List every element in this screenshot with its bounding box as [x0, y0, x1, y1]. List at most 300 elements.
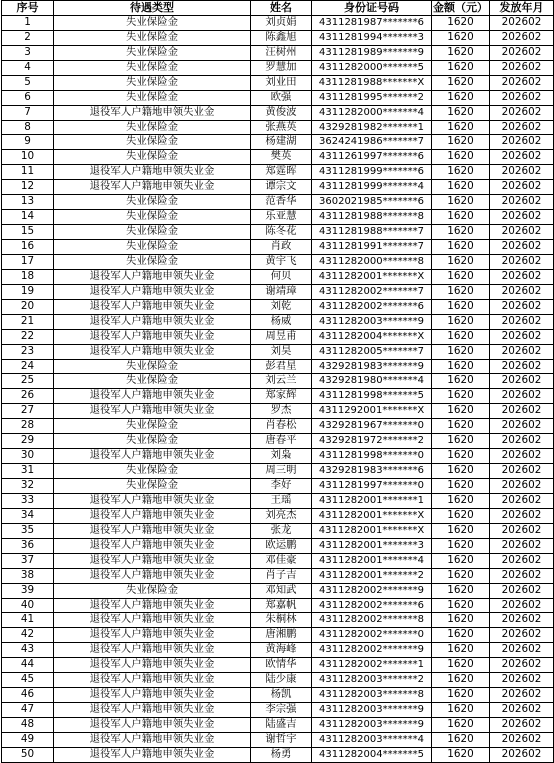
id-number-cell: 4311282002*******0 [312, 628, 432, 643]
pay-month-cell: 202602 [490, 60, 554, 75]
benefit-type-cell: 失业保险金 [54, 583, 251, 598]
name-cell: 邓佳豪 [251, 553, 312, 568]
amount-cell: 1620 [432, 210, 490, 225]
id-number-cell: 4311282000*******4 [312, 105, 432, 120]
amount-cell: 1620 [432, 45, 490, 60]
name-cell: 郑霆晖 [251, 165, 312, 180]
id-number-cell: 4311281987*******6 [312, 15, 432, 30]
id-number-cell: 4311282002*******9 [312, 583, 432, 598]
pay-month-cell: 202602 [490, 225, 554, 240]
name-cell: 周三明 [251, 464, 312, 479]
table-row [2, 523, 554, 538]
id-number-cell: 4311281989*******9 [312, 45, 432, 60]
id-number-cell: 4311282003*******9 [312, 718, 432, 733]
id-number-cell: 4311292001*******X [312, 404, 432, 419]
benefit-type-cell: 失业保险金 [54, 45, 251, 60]
amount-cell: 1620 [432, 673, 490, 688]
amount-cell: 1620 [432, 598, 490, 613]
serial-cell: 41 [2, 613, 54, 628]
table-row [2, 598, 554, 613]
pay-month-cell: 202602 [490, 359, 554, 374]
pay-month-cell: 202602 [490, 404, 554, 419]
amount-cell: 1620 [432, 30, 490, 45]
header-row [2, 1, 554, 16]
benefit-type-cell: 退役军人户籍地申领失业金 [54, 598, 251, 613]
name-cell: 王瑶 [251, 493, 312, 508]
benefit-type-cell: 退役军人户籍地申领失业金 [54, 329, 251, 344]
header-serial: 序号 [2, 1, 54, 16]
id-number-cell: 4311282002*******1 [312, 658, 432, 673]
amount-cell: 1620 [432, 240, 490, 255]
benefit-type-cell: 失业保险金 [54, 15, 251, 30]
pay-month-cell: 202602 [490, 284, 554, 299]
table-row [2, 464, 554, 479]
header-id-number: 身份证号码 [312, 1, 432, 16]
name-cell: 乐亚慧 [251, 210, 312, 225]
id-number-cell: 4311282003*******2 [312, 673, 432, 688]
id-number-cell: 4311281988*******7 [312, 225, 432, 240]
amount-cell: 1620 [432, 553, 490, 568]
pay-month-cell: 202602 [490, 329, 554, 344]
name-cell: 邓知武 [251, 583, 312, 598]
name-cell: 范香华 [251, 195, 312, 210]
pay-month-cell: 202602 [490, 210, 554, 225]
name-cell: 欧运鹏 [251, 538, 312, 553]
id-number-cell: 4329281982*******1 [312, 120, 432, 135]
benefit-type-cell: 退役军人户籍地申领失业金 [54, 628, 251, 643]
id-number-cell: 4311282002*******6 [312, 598, 432, 613]
table-row [2, 314, 554, 329]
amount-cell: 1620 [432, 60, 490, 75]
name-cell: 张龙 [251, 523, 312, 538]
amount-cell: 1620 [432, 389, 490, 404]
id-number-cell: 4311281988*******8 [312, 210, 432, 225]
serial-cell: 4 [2, 60, 54, 75]
serial-cell: 48 [2, 718, 54, 733]
benefit-type-cell: 失业保险金 [54, 434, 251, 449]
pay-month-cell: 202602 [490, 299, 554, 314]
amount-cell: 1620 [432, 75, 490, 90]
payment-table [1, 0, 554, 763]
table-row [2, 583, 554, 598]
name-cell: 李好 [251, 479, 312, 494]
id-number-cell: 4311282004*******X [312, 329, 432, 344]
name-cell: 陈鑫旭 [251, 30, 312, 45]
header-pay-month: 发放年月 [490, 1, 554, 16]
name-cell: 陆盛吉 [251, 718, 312, 733]
serial-cell: 7 [2, 105, 54, 120]
id-number-cell: 4311281999*******6 [312, 165, 432, 180]
table-row [2, 628, 554, 643]
benefit-type-cell: 失业保险金 [54, 374, 251, 389]
pay-month-cell: 202602 [490, 314, 554, 329]
pay-month-cell: 202602 [490, 747, 554, 762]
name-cell: 欧情华 [251, 658, 312, 673]
table-row [2, 568, 554, 583]
pay-month-cell: 202602 [490, 135, 554, 150]
benefit-type-cell: 失业保险金 [54, 135, 251, 150]
table-row [2, 493, 554, 508]
table-row [2, 553, 554, 568]
table-row [2, 165, 554, 180]
benefit-type-cell: 退役军人户籍地申领失业金 [54, 284, 251, 299]
benefit-type-cell: 失业保险金 [54, 60, 251, 75]
id-number-cell: 4311281997*******0 [312, 479, 432, 494]
table-row [2, 419, 554, 434]
serial-cell: 8 [2, 120, 54, 135]
serial-cell: 1 [2, 15, 54, 30]
pay-month-cell: 202602 [490, 434, 554, 449]
name-cell: 肖子吉 [251, 568, 312, 583]
serial-cell: 46 [2, 688, 54, 703]
name-cell: 李宗强 [251, 703, 312, 718]
amount-cell: 1620 [432, 105, 490, 120]
amount-cell: 1620 [432, 688, 490, 703]
benefit-type-cell: 退役军人户籍地申领失业金 [54, 747, 251, 762]
id-number-cell: 4329281983*******9 [312, 359, 432, 374]
id-number-cell: 4311282005*******7 [312, 344, 432, 359]
name-cell: 刘亮杰 [251, 508, 312, 523]
table-row [2, 60, 554, 75]
serial-cell: 28 [2, 419, 54, 434]
amount-cell: 1620 [432, 135, 490, 150]
benefit-type-cell: 失业保险金 [54, 419, 251, 434]
serial-cell: 38 [2, 568, 54, 583]
amount-cell: 1620 [432, 732, 490, 747]
benefit-type-cell: 退役军人户籍地申领失业金 [54, 688, 251, 703]
amount-cell: 1620 [432, 613, 490, 628]
name-cell: 郑嘉帆 [251, 598, 312, 613]
serial-cell: 14 [2, 210, 54, 225]
id-number-cell: 4311282003*******9 [312, 703, 432, 718]
table-row [2, 180, 554, 195]
pay-month-cell: 202602 [490, 508, 554, 523]
name-cell: 唐春平 [251, 434, 312, 449]
name-cell: 杨勇 [251, 747, 312, 762]
benefit-type-cell: 退役军人户籍地申领失业金 [54, 299, 251, 314]
table-row [2, 374, 554, 389]
pay-month-cell: 202602 [490, 269, 554, 284]
pay-month-cell: 202602 [490, 419, 554, 434]
benefit-type-cell: 退役军人户籍地申领失业金 [54, 449, 251, 464]
amount-cell: 1620 [432, 299, 490, 314]
pay-month-cell: 202602 [490, 449, 554, 464]
amount-cell: 1620 [432, 568, 490, 583]
table-row [2, 688, 554, 703]
table-row [2, 75, 554, 90]
name-cell: 陆少康 [251, 673, 312, 688]
amount-cell: 1620 [432, 523, 490, 538]
pay-month-cell: 202602 [490, 598, 554, 613]
name-cell: 罗慧加 [251, 60, 312, 75]
name-cell: 陈冬花 [251, 225, 312, 240]
id-number-cell: 4311282001*******3 [312, 538, 432, 553]
name-cell: 刘贞娟 [251, 15, 312, 30]
pay-month-cell: 202602 [490, 673, 554, 688]
benefit-type-cell: 退役军人户籍地申领失业金 [54, 718, 251, 733]
table-row [2, 150, 554, 165]
id-number-cell: 4311282001*******2 [312, 568, 432, 583]
table-row [2, 434, 554, 449]
id-number-cell: 4329281972*******2 [312, 434, 432, 449]
pay-month-cell: 202602 [490, 703, 554, 718]
benefit-type-cell: 失业保险金 [54, 120, 251, 135]
serial-cell: 43 [2, 643, 54, 658]
pay-month-cell: 202602 [490, 90, 554, 105]
serial-cell: 23 [2, 344, 54, 359]
pay-month-cell: 202602 [490, 180, 554, 195]
pay-month-cell: 202602 [490, 75, 554, 90]
pay-month-cell: 202602 [490, 553, 554, 568]
pay-month-cell: 202602 [490, 643, 554, 658]
id-number-cell: 4329281967*******0 [312, 419, 432, 434]
benefit-type-cell: 退役军人户籍地申领失业金 [54, 523, 251, 538]
name-cell: 刘业田 [251, 75, 312, 90]
amount-cell: 1620 [432, 479, 490, 494]
benefit-type-cell: 失业保险金 [54, 240, 251, 255]
serial-cell: 27 [2, 404, 54, 419]
benefit-type-cell: 失业保险金 [54, 75, 251, 90]
id-number-cell: 3624241986*******7 [312, 135, 432, 150]
pay-month-cell: 202602 [490, 479, 554, 494]
serial-cell: 5 [2, 75, 54, 90]
amount-cell: 1620 [432, 120, 490, 135]
name-cell: 刘云兰 [251, 374, 312, 389]
table-body [2, 15, 554, 762]
benefit-type-cell: 退役军人户籍地申领失业金 [54, 673, 251, 688]
pay-month-cell: 202602 [490, 628, 554, 643]
pay-month-cell: 202602 [490, 538, 554, 553]
table-row [2, 210, 554, 225]
amount-cell: 1620 [432, 703, 490, 718]
benefit-type-cell: 失业保险金 [54, 254, 251, 269]
amount-cell: 1620 [432, 195, 490, 210]
pay-month-cell: 202602 [490, 240, 554, 255]
table-row [2, 329, 554, 344]
name-cell: 汪树州 [251, 45, 312, 60]
pay-month-cell: 202602 [490, 568, 554, 583]
table-row [2, 240, 554, 255]
pay-month-cell: 202602 [490, 523, 554, 538]
name-cell: 黄宇飞 [251, 254, 312, 269]
amount-cell: 1620 [432, 15, 490, 30]
serial-cell: 20 [2, 299, 54, 314]
benefit-type-cell: 退役军人户籍地申领失业金 [54, 493, 251, 508]
benefit-type-cell: 失业保险金 [54, 479, 251, 494]
id-number-cell: 4329281983*******6 [312, 464, 432, 479]
serial-cell: 19 [2, 284, 54, 299]
benefit-type-cell: 失业保险金 [54, 225, 251, 240]
name-cell: 罗杰 [251, 404, 312, 419]
benefit-type-cell: 失业保险金 [54, 90, 251, 105]
benefit-type-cell: 退役军人户籍地申领失业金 [54, 643, 251, 658]
pay-month-cell: 202602 [490, 493, 554, 508]
pay-month-cell: 202602 [490, 165, 554, 180]
benefit-type-cell: 退役军人户籍地申领失业金 [54, 180, 251, 195]
serial-cell: 13 [2, 195, 54, 210]
serial-cell: 16 [2, 240, 54, 255]
pay-month-cell: 202602 [490, 583, 554, 598]
pay-month-cell: 202602 [490, 150, 554, 165]
pay-month-cell: 202602 [490, 344, 554, 359]
table-row [2, 269, 554, 284]
serial-cell: 42 [2, 628, 54, 643]
amount-cell: 1620 [432, 583, 490, 598]
id-number-cell: 4311281998*******0 [312, 449, 432, 464]
serial-cell: 6 [2, 90, 54, 105]
table-header [2, 1, 554, 16]
id-number-cell: 4311281999*******4 [312, 180, 432, 195]
benefit-type-cell: 退役军人户籍地申领失业金 [54, 165, 251, 180]
pay-month-cell: 202602 [490, 613, 554, 628]
name-cell: 张燕英 [251, 120, 312, 135]
serial-cell: 37 [2, 553, 54, 568]
amount-cell: 1620 [432, 628, 490, 643]
pay-month-cell: 202602 [490, 658, 554, 673]
pay-month-cell: 202602 [490, 254, 554, 269]
id-number-cell: 4311282001*******X [312, 508, 432, 523]
table-row [2, 389, 554, 404]
pay-month-cell: 202602 [490, 30, 554, 45]
pay-month-cell: 202602 [490, 718, 554, 733]
id-number-cell: 3602021985*******6 [312, 195, 432, 210]
table-row [2, 284, 554, 299]
serial-cell: 32 [2, 479, 54, 494]
serial-cell: 17 [2, 254, 54, 269]
amount-cell: 1620 [432, 359, 490, 374]
amount-cell: 1620 [432, 165, 490, 180]
name-cell: 肖政 [251, 240, 312, 255]
serial-cell: 9 [2, 135, 54, 150]
id-number-cell: 4311282003*******9 [312, 314, 432, 329]
amount-cell: 1620 [432, 269, 490, 284]
amount-cell: 1620 [432, 225, 490, 240]
header-name: 姓名 [251, 1, 312, 16]
benefit-type-cell: 失业保险金 [54, 359, 251, 374]
amount-cell: 1620 [432, 344, 490, 359]
table-row [2, 404, 554, 419]
serial-cell: 12 [2, 180, 54, 195]
id-number-cell: 4311281995*******2 [312, 90, 432, 105]
table-row [2, 718, 554, 733]
serial-cell: 25 [2, 374, 54, 389]
benefit-type-cell: 退役军人户籍地申领失业金 [54, 553, 251, 568]
serial-cell: 34 [2, 508, 54, 523]
benefit-type-cell: 失业保险金 [54, 464, 251, 479]
name-cell: 黄海峰 [251, 643, 312, 658]
serial-cell: 15 [2, 225, 54, 240]
id-number-cell: 4311282004*******5 [312, 747, 432, 762]
id-number-cell: 4311282002*******8 [312, 613, 432, 628]
amount-cell: 1620 [432, 404, 490, 419]
serial-cell: 33 [2, 493, 54, 508]
table-row [2, 508, 554, 523]
serial-cell: 49 [2, 732, 54, 747]
id-number-cell: 4329281980*******4 [312, 374, 432, 389]
table-row [2, 299, 554, 314]
benefit-type-cell: 退役军人户籍地申领失业金 [54, 389, 251, 404]
table-row [2, 90, 554, 105]
id-number-cell: 4311282002*******7 [312, 284, 432, 299]
serial-cell: 30 [2, 449, 54, 464]
pay-month-cell: 202602 [490, 688, 554, 703]
id-number-cell: 4311282000*******8 [312, 254, 432, 269]
name-cell: 何贝 [251, 269, 312, 284]
table-row [2, 120, 554, 135]
table-row [2, 703, 554, 718]
serial-cell: 47 [2, 703, 54, 718]
amount-cell: 1620 [432, 314, 490, 329]
benefit-type-cell: 失业保险金 [54, 30, 251, 45]
pay-month-cell: 202602 [490, 120, 554, 135]
amount-cell: 1620 [432, 508, 490, 523]
name-cell: 周昱甫 [251, 329, 312, 344]
header-benefit-type: 待遇类型 [54, 1, 251, 16]
benefit-type-cell: 退役军人户籍地申领失业金 [54, 568, 251, 583]
serial-cell: 2 [2, 30, 54, 45]
table-row [2, 613, 554, 628]
name-cell: 刘乾 [251, 299, 312, 314]
benefit-type-cell: 退役军人户籍地申领失业金 [54, 732, 251, 747]
table-row [2, 449, 554, 464]
benefit-type-cell: 退役军人户籍地申领失业金 [54, 404, 251, 419]
name-cell: 杨威 [251, 314, 312, 329]
name-cell: 彭君星 [251, 359, 312, 374]
amount-cell: 1620 [432, 434, 490, 449]
benefit-type-cell: 失业保险金 [54, 150, 251, 165]
benefit-type-cell: 失业保险金 [54, 210, 251, 225]
amount-cell: 1620 [432, 658, 490, 673]
pay-month-cell: 202602 [490, 732, 554, 747]
serial-cell: 29 [2, 434, 54, 449]
name-cell: 黄俊波 [251, 105, 312, 120]
id-number-cell: 4311282000*******5 [312, 60, 432, 75]
name-cell: 肖春松 [251, 419, 312, 434]
amount-cell: 1620 [432, 90, 490, 105]
table-row [2, 479, 554, 494]
serial-cell: 39 [2, 583, 54, 598]
pay-month-cell: 202602 [490, 195, 554, 210]
amount-cell: 1620 [432, 374, 490, 389]
amount-cell: 1620 [432, 449, 490, 464]
benefit-type-cell: 退役军人户籍地申领失业金 [54, 314, 251, 329]
benefit-type-cell: 退役军人户籍地申领失业金 [54, 344, 251, 359]
table-row [2, 15, 554, 30]
name-cell: 郑家辉 [251, 389, 312, 404]
table-row [2, 359, 554, 374]
table-row [2, 254, 554, 269]
benefit-type-cell: 退役军人户籍地申领失业金 [54, 269, 251, 284]
pay-month-cell: 202602 [490, 15, 554, 30]
benefit-type-cell: 失业保险金 [54, 195, 251, 210]
pay-month-cell: 202602 [490, 464, 554, 479]
amount-cell: 1620 [432, 464, 490, 479]
benefit-type-cell: 退役军人户籍地申领失业金 [54, 105, 251, 120]
table-row [2, 105, 554, 120]
benefit-type-cell: 退役军人户籍地申领失业金 [54, 538, 251, 553]
serial-cell: 18 [2, 269, 54, 284]
table-row [2, 30, 554, 45]
benefit-type-cell: 退役军人户籍地申领失业金 [54, 658, 251, 673]
table-row [2, 732, 554, 747]
serial-cell: 24 [2, 359, 54, 374]
table-row [2, 658, 554, 673]
amount-cell: 1620 [432, 329, 490, 344]
serial-cell: 3 [2, 45, 54, 60]
name-cell: 欧强 [251, 90, 312, 105]
id-number-cell: 4311282001*******1 [312, 493, 432, 508]
amount-cell: 1620 [432, 718, 490, 733]
